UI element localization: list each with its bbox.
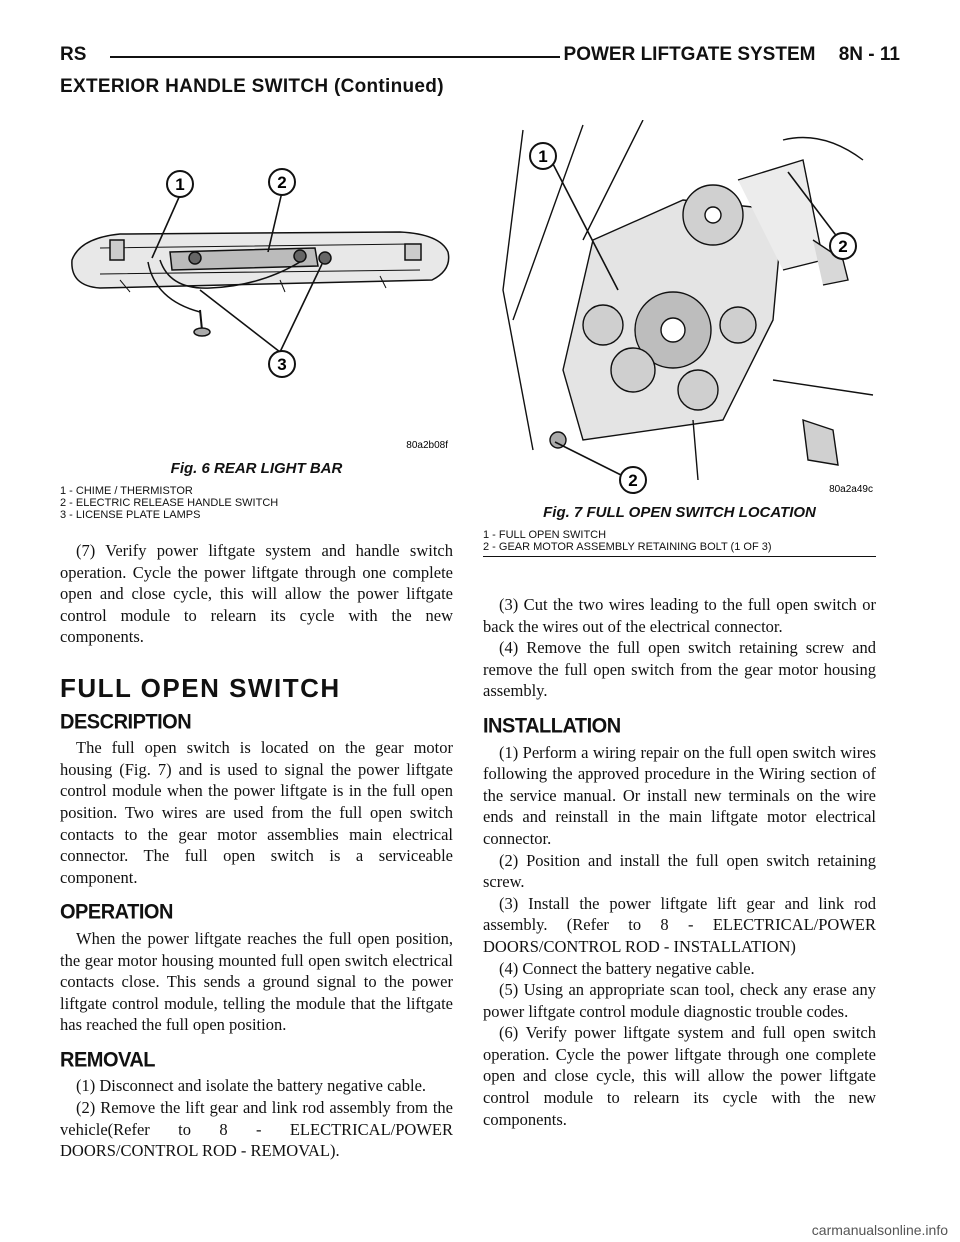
- step-paragraph: (4) Remove the full open switch retaining screw and remove the full open switch from the gear motor housing assembly.: [483, 638, 876, 701]
- step-paragraph: (3) Cut the two wires leading to the full open switch or back the wires out of the electrical connector.: [483, 595, 876, 636]
- step-paragraph: (1) Perform a wiring repair on the full open switch wires following the approved procedure in the Wiring section of the service manual. Or install new terminals on the wire ends and reinstall in the main liftgate motor electrical connector.: [483, 742, 876, 848]
- continued-heading: EXTERIOR HANDLE SWITCH (Continued): [60, 76, 444, 97]
- fig7-callout-2a: 2: [838, 237, 848, 256]
- right-column: [483, 594, 876, 1130]
- fig6-legend-item: 3 - LICENSE PLATE LAMPS: [60, 509, 201, 521]
- step-paragraph: (3) Install the power liftgate lift gear and link rod assembly. (Refer to 8 - ELECTRICAL/POWER DOORS/CONTROL ROD - INSTALLATION): [483, 893, 876, 956]
- header-page-number: 8N - 11: [838, 44, 900, 65]
- fig7-caption-title: Fig. 7 FULL OPEN SWITCH LOCATION: [543, 504, 816, 521]
- subheading-description: DESCRIPTION: [60, 709, 192, 734]
- fig6-caption-title: Fig. 6 REAR LIGHT BAR: [170, 460, 343, 477]
- fig7-image-code: 80a2a49c: [829, 484, 873, 495]
- step-paragraph: (2) Remove the lift gear and link rod assembly from the vehicle(Refer to 8 - ELECTRICAL/POWER DOORS/CONTROL ROD - REMOVAL).: [60, 1098, 453, 1161]
- header-section-title: POWER LIFTGATE SYSTEM: [563, 44, 816, 65]
- fig6-image-code: 80a2b08f: [406, 440, 448, 451]
- section-heading-full-open-switch: FULL OPEN SWITCH: [60, 672, 341, 703]
- header-rule: [110, 56, 560, 58]
- operation-paragraph: When the power liftgate reaches the full open position, the gear motor housing mounted full open switch electrical contacts close. This sends a ground signal to the power liftgate control module, telling the module that the liftgate has reached the full open position.: [60, 928, 453, 1035]
- fig7-legend: [483, 529, 876, 557]
- fig6-legend: [60, 485, 453, 521]
- step-paragraph: (6) Verify power liftgate system and full open switch operation. Cycle the power liftgate through one complete open and close cycle, this will allow the power liftgate control module to relearn its cycle with the new components.: [483, 1023, 876, 1129]
- fig7-legend-item: 1 - FULL OPEN SWITCH: [483, 529, 607, 541]
- fig7-legend-item: 2 - GEAR MOTOR ASSEMBLY RETAINING BOLT (1 OF 3): [483, 541, 772, 553]
- figure-7: [483, 120, 876, 557]
- description-paragraph: The full open switch is located on the gear motor housing (Fig. 7) and is used to signal the power liftgate control module when the power liftgate is in the full open position. Two wires are used from the full open switch contacts to the gear motor assemblies main electrical connector. The full open switch is a serviceable component.: [60, 738, 453, 887]
- fig7-callout-2b: 2: [628, 471, 638, 490]
- subheading-operation: OPERATION: [60, 900, 173, 924]
- figure-6: [60, 140, 453, 521]
- fig6-callout-3: 3: [277, 355, 287, 374]
- fig6-legend-item: 2 - ELECTRIC RELEASE HANDLE SWITCH: [60, 497, 279, 509]
- step-paragraph: (4) Connect the battery negative cable.: [499, 958, 755, 978]
- step-paragraph: (2) Position and install the full open switch retaining screw.: [483, 850, 876, 892]
- fig7-callout-1: 1: [538, 147, 548, 166]
- page-header: [60, 44, 900, 70]
- fig6-callout-2: 2: [277, 173, 287, 192]
- subheading-removal: REMOVAL: [60, 1048, 156, 1072]
- fig6-callout-1: 1: [175, 175, 185, 194]
- step-paragraph: (7) Verify power liftgate system and handle switch operation. Cycle the power liftgate through one complete open and close cycle, this will allow the power liftgate control module to relearn its cycle with the new components.: [60, 541, 453, 647]
- fig6-legend-item: 1 - CHIME / THERMISTOR: [60, 485, 193, 497]
- watermark: carmanualsonline.info: [811, 1222, 948, 1238]
- subheading-installation: INSTALLATION: [483, 714, 621, 738]
- step-paragraph: (5) Using an appropriate scan tool, check any erase any power liftgate control module diagnostic trouble codes.: [483, 980, 876, 1021]
- left-column: [60, 540, 453, 1162]
- rear-light-bar-illustration: [60, 140, 453, 455]
- step-paragraph: (1) Disconnect and isolate the battery negative cable.: [76, 1076, 427, 1096]
- gear-motor-illustration: [483, 120, 876, 495]
- header-right: [546, 44, 900, 66]
- header-model-code: RS: [60, 44, 87, 65]
